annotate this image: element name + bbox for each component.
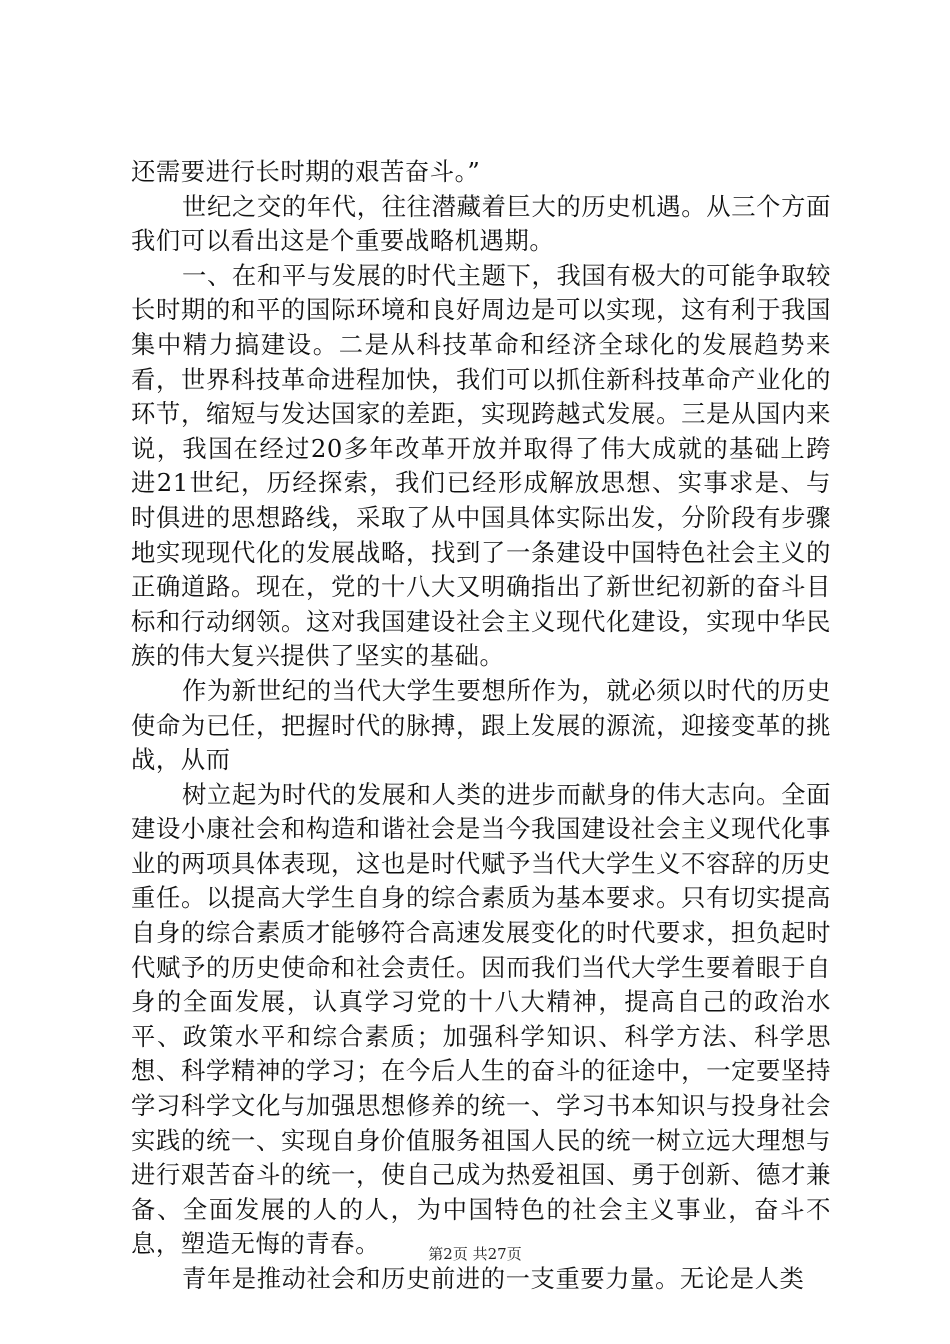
document-body (131, 155, 831, 1297)
paragraph: 青年是推动社会和历史前进的一支重要力量。无论是人类 (182, 1264, 805, 1293)
paragraph: 还需要进行长时期的艰苦奋斗。” (131, 157, 481, 186)
page-number-label: 第2页 共27页 (428, 1245, 522, 1263)
page-footer (0, 1244, 950, 1264)
paragraph: 树立起为时代的发展和人类的进步而献身的伟大志向。全面建设小康社会和构造和谐社会是当今我国建设社会主义现代化事业的两项具体表现，这也是时代赋予当代大学生义不容辞的历史重任。以提高大学生自身的综合素质为基本要求。只有切实提高自身的综合素质才能够符合高速发展变化的时代要求，担负起时代赋予的历史使命和社会责任。因而我们当代大学生要着眼于自身的全面发展，认真学习党的十八大精神，提高自己的政治水平、政策水平和综合素质；加强科学知识、科学方法、科学思想、科学精神的学习；在今后人生的奋斗的征途中，一定要坚持学习科学文化与加强思想修养的统一、学习书本知识与投身社会实践的统一、实现自身价值服务祖国人民的统一树立远大理想与进行艰苦奋斗的统一，使自己成为热爱祖国、勇于创新、德才兼备、全面发展的人的人，为中国特色的社会主义事业，奋斗不息，塑造无悔的青春。 (131, 779, 831, 1259)
paragraph: 世纪之交的年代，往往潜藏着巨大的历史机遇。从三个方面我们可以看出这是个重要战略机遇期。 (131, 191, 831, 256)
paragraph: 作为新世纪的当代大学生要想所作为，就必须以时代的历史使命为已任，把握时代的脉搏，跟上发展的源流，迎接变革的挑战，从而 (131, 675, 831, 775)
paragraph: 一、在和平与发展的时代主题下，我国有极大的可能争取较长时期的和平的国际环境和良好周边是可以实现，这有利于我国集中精力搞建设。二是从科技革命和经济全球化的发展趋势来看，世界科技革命进程加快，我们可以抓住新科技革命产业化的环节，缩短与发达国家的差距，实现跨越式发展。三是从国内来说，我国在经过20多年改革开放并取得了伟大成就的基础上跨进21世纪，历经探索，我们已经形成解放思想、实事求是、与时俱进的思想路线，采取了从中国具体实际出发，分阶段有步骤地实现现代化的发展战略，找到了一条建设中国特色社会主义的正确道路。现在，党的十八大又明确指出了新世纪初新的奋斗目标和行动纲领。这对我国建设社会主义现代化建设，实现中华民族的伟大复兴提供了坚实的基础。 (131, 260, 831, 671)
